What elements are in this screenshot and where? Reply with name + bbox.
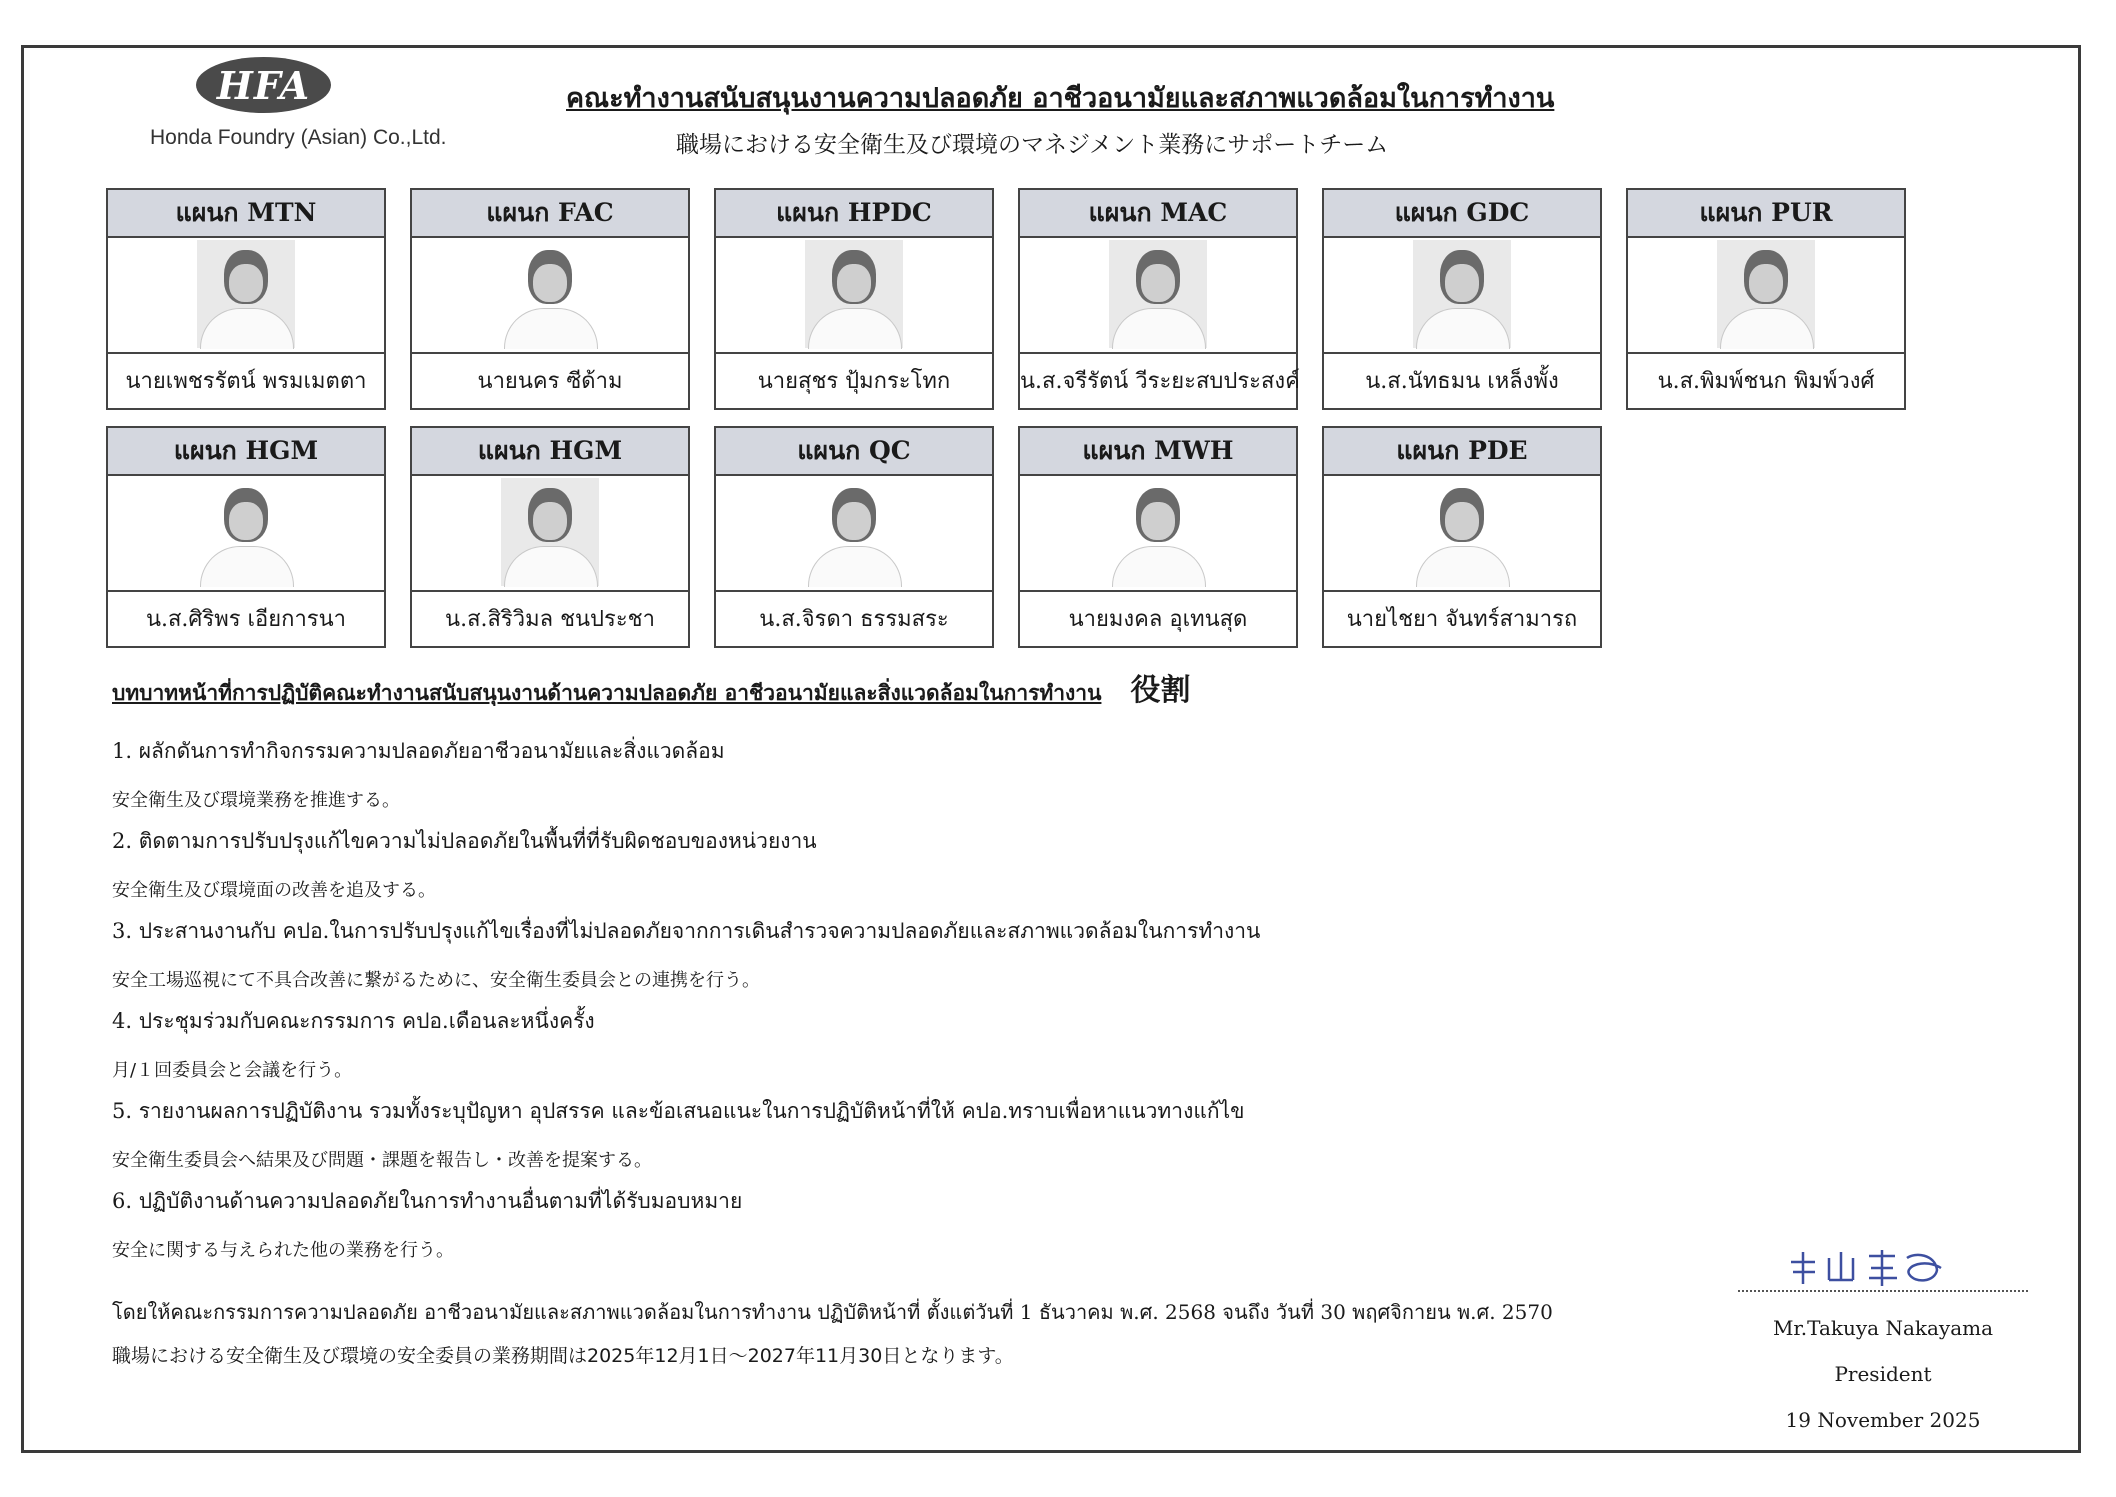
member-card [1626,188,1906,410]
member-photo [412,238,688,354]
member-photo [1324,238,1600,354]
handwritten-signature [1785,1248,1945,1290]
member-card [1322,426,1602,648]
member-photo [1020,476,1296,592]
role-item-japanese: 安全衛生及び環境業務を推進する。 [112,790,400,811]
member-photo [1324,476,1600,592]
member-name: นายสุชร ปุ้มกระโทก [757,369,951,394]
member-card [1018,426,1298,648]
member-dept: แผนก MWH [1020,428,1296,476]
role-item-thai: 6. ปฏิบัติงานด้านความปลอดภัยในการทำงานอื่นตามที่ได้รับมอบหมาย [112,1189,743,1213]
member-dept: แผนก PUR [1628,190,1904,238]
member-name: นายไชยา จันทร์สามารถ [1346,607,1578,632]
page-title-japanese: 職場における安全衛生及び環境のマネジメント業務にサポートチーム [676,132,1389,158]
logo-text: HFA [216,63,311,108]
role-item-japanese: 安全工場巡視にて不具合改善に繋がるために、安全衛生委員会との連携を行う。 [112,970,760,991]
member-name: น.ส.จรีรัตน์ วีระยะสบประสงค์ [1020,369,1300,394]
member-name: น.ส.นัทธมน เหล็งพั้ง [1365,369,1559,394]
member-card [410,188,690,410]
member-photo [108,476,384,592]
term-note-thai: โดยให้คณะกรรมการความปลอดภัย อาชีวอนามัยและสภาพแวดล้อมในการทำงาน ปฏิบัติหน้าที่ ตั้งแต่วันที่ 1 ธันวาคม พ.ศ. 2568 จนถึง วันที่ 30 พฤศจิกายน พ.ศ. 2570 [112,1300,1553,1324]
member-dept: แผนก HPDC [716,190,992,238]
member-card [1018,188,1298,410]
role-item-thai: 4. ประชุมร่วมกับคณะกรรมการ คปอ.เดือนละหนึ่งครั้ง [112,1009,595,1033]
company-name: Honda Foundry (Asian) Co.,Ltd. [150,126,447,149]
member-photo [1628,238,1904,354]
member-card [410,426,690,648]
role-item-japanese: 安全衛生及び環境面の改善を追及する。 [112,880,436,901]
member-name: น.ส.สิริวิมล ชนประชา [445,607,655,632]
role-item-thai: 2. ติดตามการปรับปรุงแก้ไขความไม่ปลอดภัยในพื้นที่ที่รับผิดชอบของหน่วยงาน [112,829,817,853]
role-item-japanese: 安全衛生委員会へ結果及び問題・課題を報告し・改善を提案する。 [112,1150,652,1171]
member-name: น.ส.จิรดา ธรรมสระ [759,607,949,632]
member-dept: แผนก HGM [412,428,688,476]
page-title-thai: คณะทำงานสนับสนุนงานความปลอดภัย อาชีวอนามัยและสภาพแวดล้อมในการทำงาน [566,83,1555,114]
roles-heading-thai: บทบาทหน้าที่การปฏิบัติคณะทำงานสนับสนุนงานด้านความปลอดภัย อาชีวอนามัยและสิ่งแวดล้อมในการทำงาน [112,680,1102,705]
member-card [714,426,994,648]
member-dept: แผนก GDC [1324,190,1600,238]
member-photo [1020,238,1296,354]
member-photo [108,238,384,354]
role-item-thai: 3. ประสานงานกับ คปอ.ในการปรับปรุงแก้ไขเรื่องที่ไม่ปลอดภัยจากการเดินสำรวจความปลอดภัยและสภาพแวดล้อมในการทำงาน [112,919,1261,943]
member-photo [412,476,688,592]
roles-heading [112,665,1191,710]
role-item-thai: 5. รายงานผลการปฏิบัติงาน รวมทั้งระบุปัญหา อุปสรรค และข้อเสนอแนะในการปฏิบัติหน้าที่ให้ คปอ.ทราบเพื่อหาแนวทางแก้ไข [112,1099,1245,1123]
member-name: นายนคร ซีด้าม [477,369,623,394]
member-dept: แผนก MAC [1020,190,1296,238]
member-card [106,426,386,648]
member-card [714,188,994,410]
member-dept: แผนก FAC [412,190,688,238]
member-card [1322,188,1602,410]
member-dept: แผนก MTN [108,190,384,238]
member-card [106,188,386,410]
signature-line [1738,1290,2028,1292]
term-note-japanese: 職場における安全衛生及び環境の安全委員の業務期間は2025年12月1日～2027年11月30日となります。 [112,1345,1014,1367]
role-item-japanese: 安全に関する与えられた他の業務を行う。 [112,1240,454,1261]
member-dept: แผนก PDE [1324,428,1600,476]
member-dept: แผนก HGM [108,428,384,476]
member-photo [716,238,992,354]
signer-name: Mr.Takuya Nakayama [1772,1316,1994,1340]
member-name: นายเพชรรัตน์ พรมเมตตา [125,369,367,394]
sign-date: 19 November 2025 [1785,1408,1981,1432]
company-logo [196,57,331,113]
signer-title: President [1834,1362,1932,1386]
roles-heading-japanese: 役割 [1130,673,1191,708]
member-photo [716,476,992,592]
role-item-japanese: 月/１回委員会と会議を行う。 [112,1060,353,1081]
member-dept: แผนก QC [716,428,992,476]
member-name: น.ส.พิมพ์ชนก พิมพ์วงศ์ [1657,369,1875,394]
role-item-thai: 1. ผลักดันการทำกิจกรรมความปลอดภัยอาชีวอนามัยและสิ่งแวดล้อม [112,739,725,763]
member-name: น.ส.ศิริพร เอียการนา [145,607,347,632]
member-name: นายมงคล อุเทนสุด [1068,607,1248,632]
